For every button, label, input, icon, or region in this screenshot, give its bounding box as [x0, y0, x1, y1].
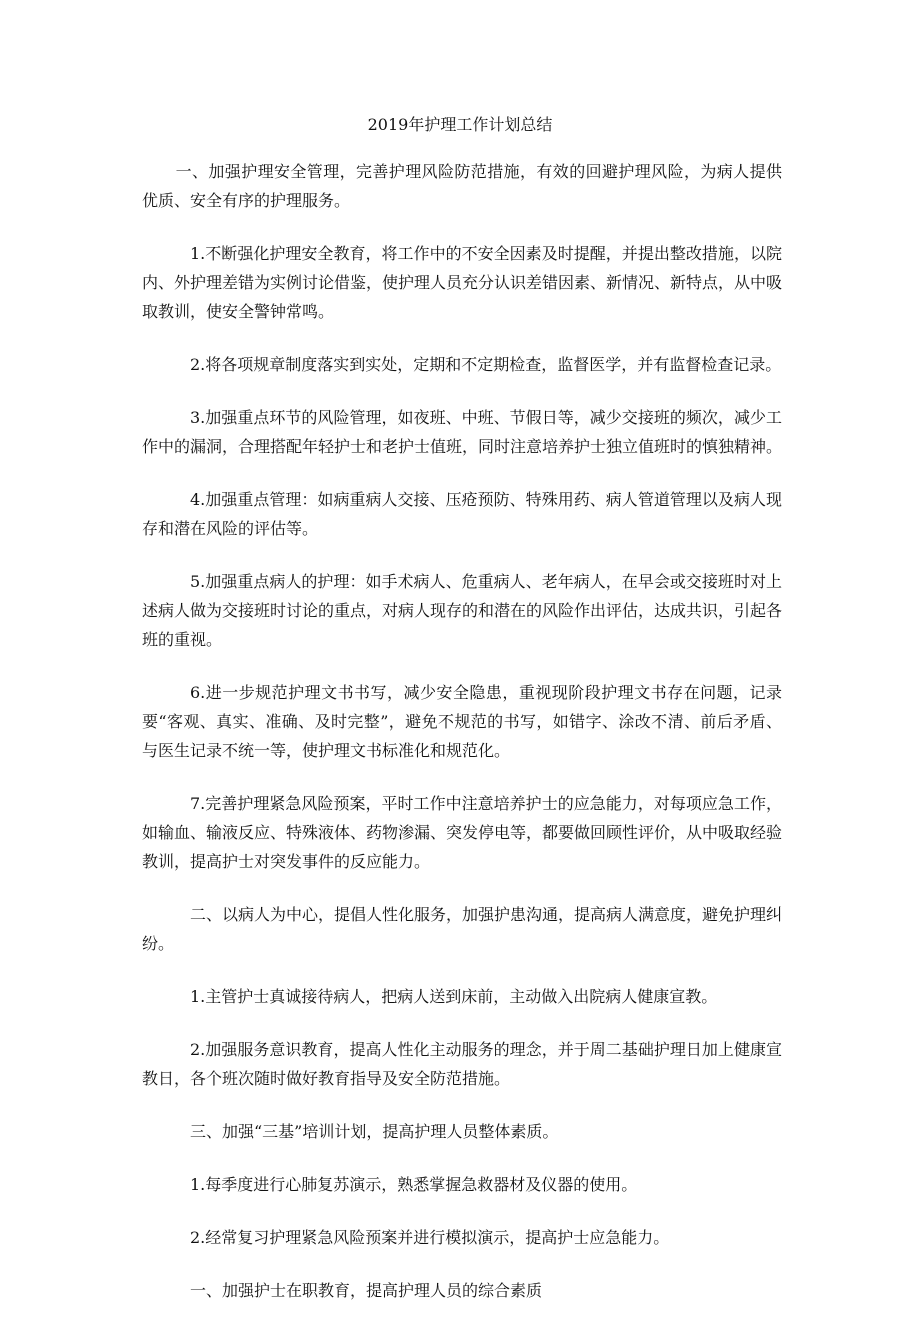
- list-item: 6.进一步规范护理文书书写，减少安全隐患，重视现阶段护理文书存在问题，记录要“客观、真实、准确、及时完整”，避免不规范的书写，如错字、涂改不清、前后矛盾、与医生记录不统一等，使护理文书标准化和规范化。: [142, 683, 782, 760]
- section-heading-2: 二、以病人为中心，提倡人性化服务，加强护患沟通，提高病人满意度，避免护理纠纷。: [142, 905, 783, 953]
- list-item: 1.主管护士真诚接待病人，把病人送到床前，主动做入出院病人健康宣教。: [190, 987, 718, 1006]
- list-item: 7.完善护理紧急风险预案，平时工作中注意培养护士的应急能力，对每项应急工作，如输血、输液反应、特殊液体、药物渗漏、突发停电等，都要做回顾性评价，从中吸取经验教训，提高护士对突发事件的反应能力。: [142, 794, 783, 871]
- section-heading-3: 三、加强“三基”培训计划，提高护理人员整体素质。: [190, 1122, 559, 1141]
- list-item: 2.经常复习护理紧急风险预案并进行模拟演示，提高护士应急能力。: [190, 1228, 670, 1247]
- list-item: 2.将各项规章制度落实到实处，定期和不定期检查，监督医学，并有监督检查记录。: [190, 355, 782, 374]
- list-item: 1.不断强化护理安全教育，将工作中的不安全因素及时提醒，并提出整改措施，以院内、外护理差错为实例讨论借鉴，使护理人员充分认识差错因素、新情况、新特点，从中吸取教训，使安全警钟常鸣。: [142, 244, 783, 321]
- list-item: 3.加强重点环节的风险管理，如夜班、中班、节假日等，减少交接班的频次，减少工作中的漏洞，合理搭配年轻护士和老护士值班，同时注意培养护士独立值班时的慎独精神。: [142, 408, 783, 456]
- section-heading-4: 一、加强护士在职教育，提高护理人员的综合素质: [190, 1281, 543, 1300]
- list-item: 4.加强重点管理：如病重病人交接、压疮预防、特殊用药、病人管道管理以及病人现存和潜在风险的评估等。: [142, 490, 782, 538]
- document-title: 2019年护理工作计划总结: [367, 115, 553, 134]
- list-item: 5.加强重点病人的护理：如手术病人、危重病人、老年病人，在早会或交接班时对上述病人做为交接班时讨论的重点，对病人现存的和潜在的风险作出评估，达成共识，引起各班的重视。: [142, 572, 783, 649]
- section-heading-1: 一、加强护理安全管理，完善护理风险防范措施，有效的回避护理风险，为病人提供优质、安全有序的护理服务。: [142, 162, 782, 210]
- list-item: 2.加强服务意识教育，提高人性化主动服务的理念，并于周二基础护理日加上健康宣教日，各个班次随时做好教育指导及安全防范措施。: [142, 1040, 782, 1088]
- document-body: [142, 157, 782, 1329]
- list-item: 1.每季度进行心肺复苏演示，熟悉掌握急救器材及仪器的使用。: [190, 1175, 638, 1194]
